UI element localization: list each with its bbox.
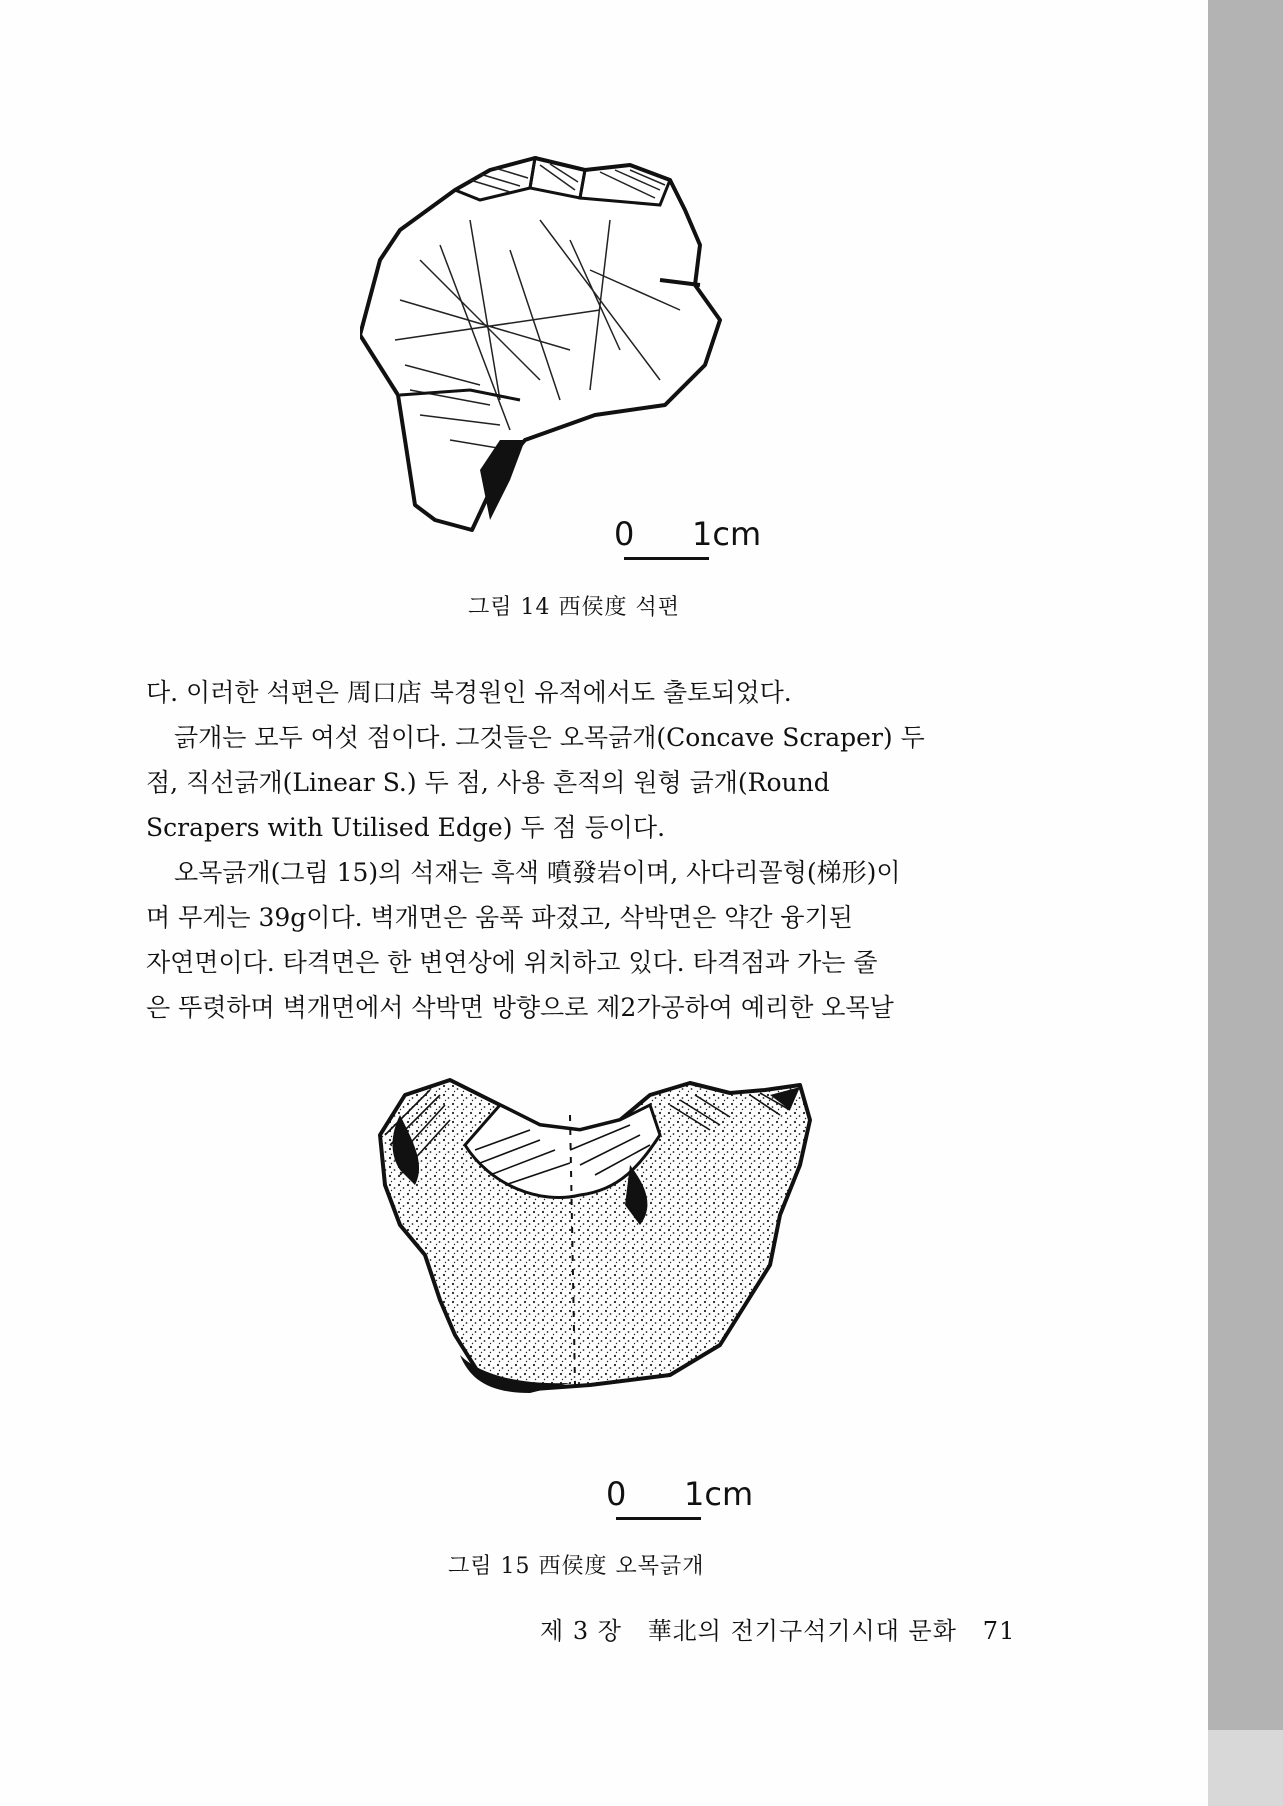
- body-line-3: 점, 직선긁개(Linear S.) 두 점, 사용 흔적의 원형 긁개(Round: [146, 768, 830, 797]
- body-line-7: 자연면이다. 타격면은 한 변연상에 위치하고 있다. 타격점과 가는 줄: [146, 948, 878, 977]
- figure-15-caption: 그림 15 西侯度 오목긁개: [448, 1554, 705, 1579]
- figure-14-scale-bar: [612, 515, 762, 565]
- figure-15-concave-scraper-drawing: [370, 1075, 870, 1475]
- scale-unit-label: 1cm: [692, 515, 762, 553]
- figure-15-scale-bar: [604, 1475, 754, 1525]
- body-line-2: 긁개는 모두 여섯 점이다. 그것들은 오목긁개(Concave Scraper) 두: [174, 723, 925, 752]
- scale-unit-label: 1cm: [684, 1475, 754, 1513]
- scale-zero-label: 0: [606, 1475, 627, 1513]
- footer-title: 華北의 전기구석기시대 문화: [647, 1617, 957, 1645]
- figure-14-caption: 그림 14 西侯度 석편: [468, 595, 680, 620]
- scale-zero-label: 0: [614, 515, 635, 553]
- body-line-8: 은 뚜렷하며 벽개면에서 삭박면 방향으로 제2가공하여 예리한 오목날: [146, 993, 894, 1022]
- scale-bar-line: [624, 557, 709, 560]
- scale-bar-line: [616, 1517, 701, 1520]
- body-text: [146, 670, 1046, 1030]
- page-footer: [540, 1611, 1015, 1646]
- book-edge: [1195, 0, 1283, 1806]
- body-line-1: 다. 이러한 석편은 周口店 북경원인 유적에서도 출토되었다.: [146, 678, 792, 707]
- page-number: 71: [982, 1617, 1016, 1645]
- figure-14-stone-flake-drawing: [360, 150, 820, 570]
- body-line-4: Scrapers with Utilised Edge) 두 점 등이다.: [146, 813, 666, 842]
- body-line-6: 며 무게는 39g이다. 벽개면은 움푹 파졌고, 삭박면은 약간 융기된: [146, 903, 853, 932]
- flake-outline: [360, 158, 720, 530]
- footer-chapter: 제 3 장: [540, 1617, 622, 1645]
- book-edge-bottom: [1195, 1730, 1283, 1806]
- body-line-5: 오목긁개(그림 15)의 석재는 흑색 噴發岩이며, 사다리꼴형(梯形)이: [174, 858, 901, 887]
